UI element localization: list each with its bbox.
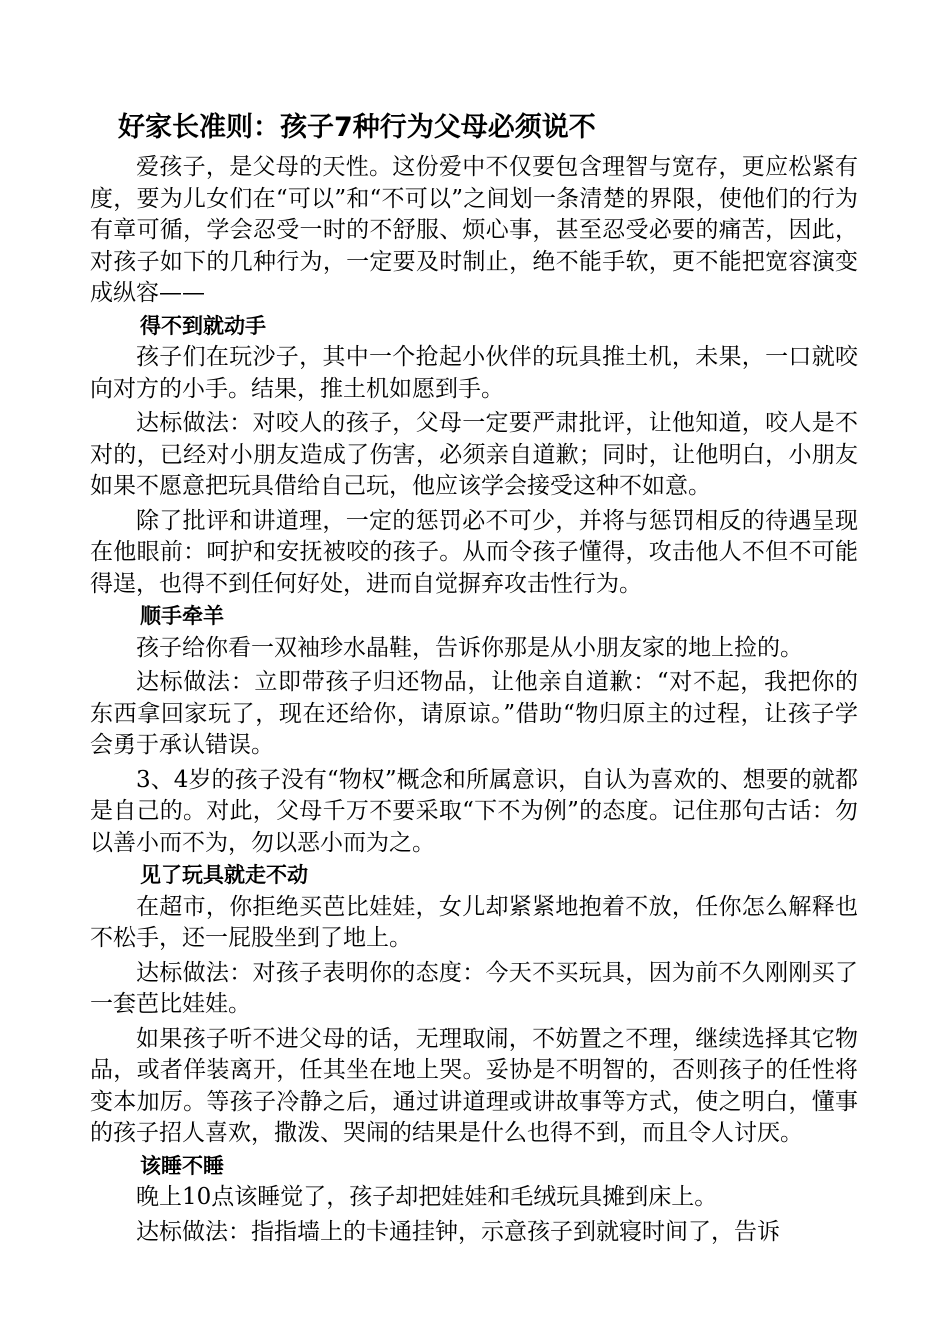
- section-3-paragraph-3: 如果孩子听不进父母的话，无理取闹，不妨置之不理，继续选择其它物品，或者佯装离开，任其坐在地上哭。妥协是不明智的，否则孩子的任性将变本加厉。等孩子冷静之后，通过讲道理或讲故事等方式，使之明白，懂事的孩子招人喜欢，撒泼、哭闹的结果是什么也得不到，而且令人讨厌。: [90, 1025, 858, 1146]
- document-title: 好家长准则：孩子7种行为父母必须说不: [118, 112, 596, 143]
- section-heading-sleep: 该睡不睡: [140, 1153, 224, 1178]
- section-4-paragraph-1: 晚上10点该睡觉了，孩子却把娃娃和毛绒玩具摊到床上。: [136, 1184, 718, 1210]
- section-3-paragraph-1: 在超市，你拒绝买芭比娃娃，女儿却紧紧地抱着不放，任你怎么解释也不松手，还一屁股坐到了地上。: [90, 893, 858, 951]
- section-2-paragraph-2: 达标做法：立即带孩子归还物品，让他亲自道歉：“对不起，我把你的东西拿回家玩了，现在还给你，请原谅。”借助“物归原主的过程，让孩子学会勇于承认错误。: [90, 669, 858, 758]
- section-1-paragraph-1: 孩子们在玩沙子，其中一个抢起小伙伴的玩具推土机，未果，一口就咬向对方的小手。结果，推土机如愿到手。: [90, 344, 858, 402]
- section-heading-toys: 见了玩具就走不动: [140, 863, 308, 887]
- section-4-paragraph-2: 达标做法：指指墙上的卡通挂钟，示意孩子到就寝时间了，告诉: [136, 1218, 780, 1245]
- section-heading-taking: 顺手牵羊: [140, 604, 224, 628]
- section-heading-grab: 得不到就动手: [140, 313, 266, 338]
- section-2-paragraph-3: 3、4岁的孩子没有“物权”概念和所属意识，自认为喜欢的、想要的就都是自己的。对此，父母千万不要采取“下不为例”的态度。记住那句古话：勿以善小而不为，勿以恶小而为之。: [90, 766, 858, 856]
- section-3-paragraph-2: 达标做法：对孩子表明你的态度：今天不买玩具，因为前不久刚刚买了一套芭比娃娃。: [90, 959, 858, 1017]
- section-2-paragraph-1: 孩子给你看一双袖珍水晶鞋，告诉你那是从小朋友家的地上捡的。: [136, 634, 803, 661]
- intro-paragraph: 爱孩子，是父母的天性。这份爱中不仅要包含理智与宽存，更应松紧有度，要为儿女们在“可以”和“不可以”之间划一条清楚的界限，使他们的行为有章可循，学会忍受一时的不舒服、烦心事，甚至忍受必要的痛苦，因此，对孩子如下的几种行为，一定要及时制止，绝不能手软，更不能把宽容演变成纵容——: [90, 154, 858, 306]
- section-1-paragraph-3: 除了批评和讲道理，一定的惩罚必不可少，并将与惩罚相反的待遇呈现在他眼前：呵护和安抚被咬的孩子。从而令孩子懂得，攻击他人不但不可能得逞，也得不到任何好处，进而自觉摒弃攻击性行为。: [90, 507, 858, 597]
- section-1-paragraph-2: 达标做法：对咬人的孩子，父母一定要严肃批评，让他知道，咬人是不对的，已经对小朋友造成了伤害，必须亲自道歉；同时，让他明白，小朋友如果不愿意把玩具借给自己玩，他应该学会接受这种不如意。: [90, 410, 858, 499]
- document-page: [90, 108, 858, 1248]
